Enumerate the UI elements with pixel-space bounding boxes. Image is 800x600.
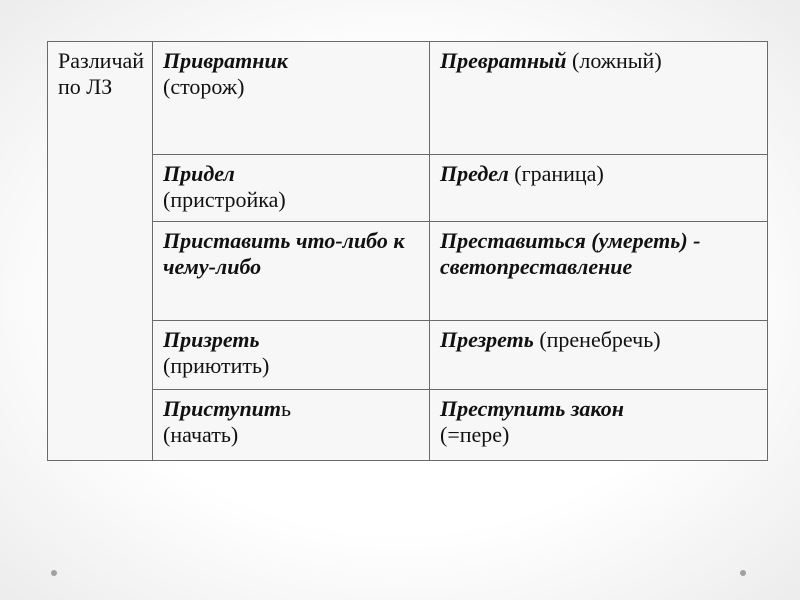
table-row (48, 321, 768, 390)
table-row (48, 390, 768, 461)
left-cell (153, 155, 430, 222)
right-cell (430, 42, 768, 155)
nav-dot-left[interactable] (51, 570, 57, 576)
word: Преставиться (умереть) - светопреставление (440, 228, 701, 279)
right-cell (430, 390, 768, 461)
gloss: (пренебречь) (539, 327, 661, 352)
word-tail: ь (281, 396, 292, 421)
right-cell (430, 321, 768, 390)
word: Придел (163, 161, 235, 186)
left-cell (153, 390, 430, 461)
gloss: (=пере) (440, 422, 510, 447)
word: Призреть (163, 327, 260, 352)
gloss: (ложный) (572, 48, 662, 73)
word: Предел (440, 161, 509, 186)
gloss: (начать) (163, 422, 239, 447)
table-row (48, 222, 768, 321)
table-row (48, 155, 768, 222)
nav-dot-right[interactable] (740, 570, 746, 576)
right-cell (430, 155, 768, 222)
left-cell (153, 42, 430, 155)
table-label (48, 42, 153, 461)
left-cell (153, 321, 430, 390)
paronyms-table (47, 41, 768, 461)
gloss: (граница) (514, 161, 604, 186)
word: Превратный (440, 48, 567, 73)
gloss: (приютить) (163, 353, 270, 378)
gloss: (сторож) (163, 74, 245, 99)
table-label-text: Различай по ЛЗ (58, 48, 145, 99)
word: Привратник (163, 48, 288, 73)
right-cell (430, 222, 768, 321)
word: Презреть (440, 327, 534, 352)
word: Преступить закон (440, 396, 624, 421)
gloss: (пристройка) (163, 187, 286, 212)
table-row (48, 42, 768, 155)
left-cell (153, 222, 430, 321)
word: Приставить что-либо к чему-либо (163, 228, 405, 279)
word: Приступит (163, 396, 282, 421)
